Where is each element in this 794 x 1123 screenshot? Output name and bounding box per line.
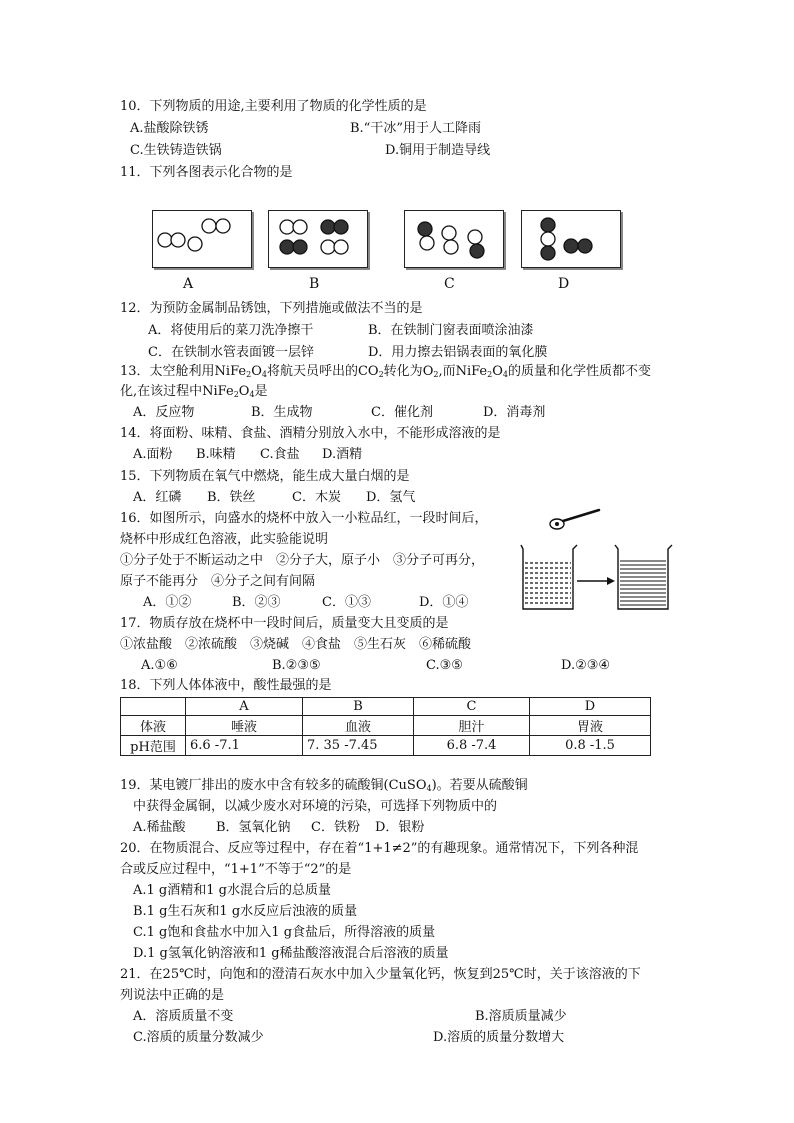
q10-option-d: D.铜用于制造导线	[385, 143, 491, 158]
q16-option-a: A．①②	[143, 595, 192, 610]
q13-option-b: B．生成物	[251, 405, 313, 420]
table-cell: pH范围	[121, 736, 186, 756]
q13-option-d: D．消毒剂	[483, 405, 546, 420]
table-cell: 7. 35 -7.45	[303, 736, 414, 756]
q21-stem-line2: 列说法中正确的是	[120, 988, 225, 1003]
q10-option-c: C.生铁铸造铁锅	[130, 143, 222, 158]
diagram-label-b: B	[309, 276, 320, 292]
q15-option-d: D．氢气	[366, 490, 416, 505]
q13-option-a: A．反应物	[133, 405, 195, 420]
beaker-diffusion-diagram	[515, 505, 675, 615]
q14-stem: 14．将面粉、味精、食盐、酒精分别放入水中，不能形成溶液的是	[120, 426, 501, 441]
q17-option-b: B.②③⑤	[272, 658, 321, 673]
q15-option-c: C．木炭	[292, 490, 341, 505]
q16-option-b: B．②③	[232, 595, 281, 610]
table-cell: 胃液	[530, 716, 651, 736]
ph-range-table	[120, 697, 651, 756]
q17-option-c: C.③⑤	[426, 658, 463, 673]
q10-option-a: A.盐酸除铁锈	[130, 121, 209, 136]
table-header-row	[121, 698, 651, 716]
q10-stem: 10．下列物质的用途,主要利用了物质的化学性质的是	[120, 99, 427, 114]
q16-stem-line2: 烧杯中形成红色溶液，此实验能说明	[120, 532, 329, 547]
q17-stem: 17．物质存放在烧杯中一段时间后，质量变大且变质的是	[120, 616, 449, 631]
table-cell	[121, 698, 186, 716]
table-cell: 0.8 -1.5	[530, 736, 651, 756]
spoon-icon	[550, 510, 599, 529]
table-cell: D	[530, 698, 651, 716]
q15-option-a: A．红磷	[133, 490, 182, 505]
q19-option-b: B．氢氧化钠	[216, 820, 291, 835]
table-cell: 体液	[121, 716, 186, 736]
q20-option-a: A.1 g酒精和1 g水混合后的总质量	[133, 883, 331, 898]
q10-option-b: B.“干冰”用于人工降雨	[350, 121, 481, 136]
q14-option-b: B.味精	[196, 447, 236, 462]
q18-stem: 18．下列人体体液中，酸性最强的是	[120, 678, 332, 693]
table-cell: B	[303, 698, 414, 716]
q21-option-a: A．溶质质量不变	[133, 1009, 234, 1024]
molecule-diagram-b	[268, 210, 368, 268]
table-row	[121, 736, 651, 756]
table-cell: 唾液	[186, 716, 303, 736]
q17-items: ①浓盐酸 ②浓硫酸 ③烧碱 ④食盐 ⑤生石灰 ⑥稀硫酸	[120, 637, 472, 652]
q19-stem-line2: 中获得金属铜，以减少废水对环境的污染，可选择下列物质中的	[133, 799, 498, 814]
table-cell: 6.8 -7.4	[414, 736, 530, 756]
molecule-diagram-d	[521, 210, 621, 268]
q19-option-c: C．铁粉	[311, 820, 360, 835]
q21-option-d: D.溶质的质量分数增大	[433, 1030, 565, 1045]
q12-option-d: D．用力擦去铝锅表面的氧化膜	[368, 345, 548, 360]
q19-stem-line1: 19．某电镀厂排出的废水中含有较多的硫酸铜(CuSO$_4$)。若要从硫酸铜	[120, 778, 528, 793]
q14-option-d: D.酒精	[322, 447, 363, 462]
q12-option-a: A．将使用后的菜刀洗净擦干	[148, 323, 314, 338]
diagram-label-d: D	[558, 276, 570, 292]
q19-option-d: D．银粉	[375, 820, 425, 835]
q20-option-b: B.1 g生石灰和1 g水反应后浊液的质量	[133, 904, 358, 919]
table-cell: 6.6 -7.1	[186, 736, 303, 756]
molecule-diagram-a	[152, 210, 252, 268]
q19-option-a: A.稀盐酸	[133, 820, 186, 835]
q14-option-c: C.食盐	[260, 447, 300, 462]
table-cell: A	[186, 698, 303, 716]
q12-option-b: B．在铁制门窗表面喷涂油漆	[368, 323, 534, 338]
table-cell: 血液	[303, 716, 414, 736]
q11-stem: 11．下列各图表示化合物的是	[120, 165, 293, 180]
q13-stem-line2: 化,在该过程中$NiFe_2O_4$是	[120, 384, 268, 399]
q21-option-b: B.溶质质量减少	[475, 1009, 567, 1024]
q21-option-c: C.溶质的质量分数减少	[133, 1030, 264, 1045]
q13-option-c: C．催化剂	[371, 405, 433, 420]
q13-stem-line1: 13．太空舱利用$NiFe_2O_4$将航天员呼出的$CO_2$转化为$O_2$,而$NiFe_2O_4$的质量和化学性质都不变	[120, 364, 652, 379]
q20-stem-line1: 20．在物质混合、反应等过程中，存在着“1+1≠2”的有趣现象。通常情况下，下列各种混	[120, 841, 639, 856]
q16-option-c: C．①③	[322, 595, 371, 610]
q21-stem-line1: 21．在25℃时，向饱和的澄清石灰水中加入少量氧化钙，恢复到25℃时，关于该溶液的下	[120, 967, 641, 982]
q16-option-d: D．①④	[419, 595, 469, 610]
q16-statements-line1: ①分子处于不断运动之中 ②分子大，原子小 ③分子可再分，	[120, 553, 485, 568]
q15-stem: 15．下列物质在氧气中燃烧，能生成大量白烟的是	[120, 469, 410, 484]
molecule-diagram-c	[404, 210, 504, 268]
q12-option-c: C．在铁制水管表面镀一层锌	[148, 345, 314, 360]
q12-stem: 12．为预防金属制品锈蚀，下列措施或做法不当的是	[120, 301, 423, 316]
table-cell: 胆汁	[414, 716, 530, 736]
q14-option-a: A.面粉	[133, 447, 173, 462]
table-row	[121, 716, 651, 736]
diagram-label-c: C	[444, 276, 455, 292]
q17-option-d: D.②③④	[561, 658, 611, 673]
q16-statements-line2: 原子不能再分 ④分子之间有间隔	[120, 574, 316, 589]
q20-option-d: D.1 g氢氧化钠溶液和1 g稀盐酸溶液混合后溶液的质量	[133, 946, 449, 961]
q15-option-b: B．铁丝	[207, 490, 256, 505]
q17-option-a: A.①⑥	[141, 658, 178, 673]
diagram-label-a: A	[183, 276, 194, 292]
q16-stem-line1: 16．如图所示，向盛水的烧杯中放入一小粒品红，一段时间后，	[120, 511, 488, 526]
q20-stem-line2: 合或反应过程中，“1+1”不等于“2”的是	[120, 862, 352, 877]
table-cell: C	[414, 698, 530, 716]
q20-option-c: C.1 g饱和食盐水中加入1 g食盐后，所得溶液的质量	[133, 925, 436, 940]
